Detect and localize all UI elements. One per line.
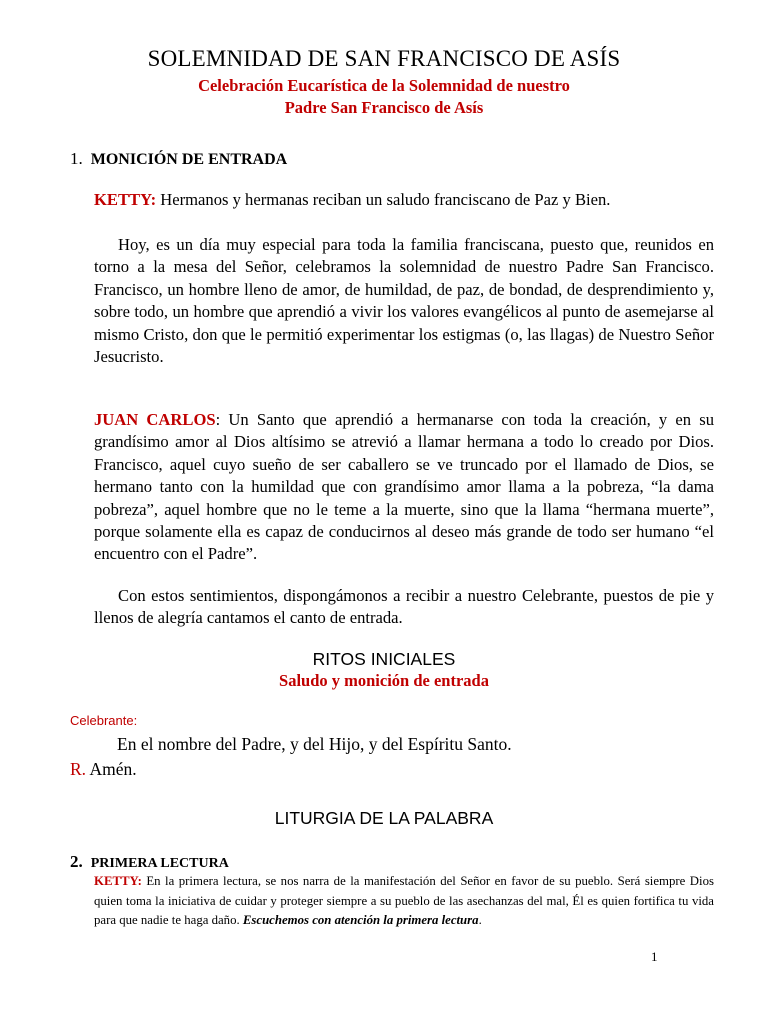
primera-end: . bbox=[478, 913, 482, 927]
ketty-greeting: Hermanos y hermanas reciban un saludo franciscano de Paz y Bien. bbox=[156, 190, 611, 209]
ritos-subheading: Saludo y monición de entrada bbox=[279, 671, 489, 690]
ritos-heading: RITOS INICIALES bbox=[312, 649, 456, 669]
response-label: R. bbox=[70, 759, 87, 779]
section-2-heading bbox=[70, 852, 229, 872]
celebrante-text: En el nombre del Padre, y del Hijo, y del Espíritu Santo. bbox=[117, 734, 512, 754]
liturgia-heading: LITURGIA DE LA PALABRA bbox=[274, 808, 494, 828]
celebrante-label: Celebrante: bbox=[70, 713, 138, 728]
section-1-heading bbox=[70, 149, 287, 169]
juan-carlos-text: : Un Santo que aprendió a hermanarse con toda la creación, y en su grandísimo amor al Dios altísimo se atrevió a llamar hermana a todo lo creado por Dios. Francisco, aquel cuyo sueño de ser caballero se ve truncado por el llamado de Dios, se hermano tanto con la humildad que con grandísimo amor llama a la pobreza, “la dama pobreza”, aquel hombre que no le teme a la muerte, sino que la llama “hermana muerte”, porque solamente ella es capaz de conducirnos al deseo más grande de todo ser humano “el encuentro con el Padre”. bbox=[94, 410, 714, 564]
document-title: SOLEMNIDAD DE SAN FRANCISCO DE ASÍS bbox=[147, 46, 621, 71]
juan-carlos-speaker: JUAN CARLOS bbox=[94, 410, 216, 429]
primera-text: En la primera lectura, se nos narra de la manifestación del Señor en favor de su pueblo. Será siempre Dios quien toma la iniciativa de cuidar y proteger siempre a su pueblo de las asechanzas del mal, Él es quien fortifica tu vida para que nadie te haga daño. bbox=[94, 874, 714, 927]
page-number: 1 bbox=[651, 949, 658, 964]
section-2-title: PRIMERA LECTURA bbox=[90, 856, 229, 871]
subtitle-line-2: Padre San Francisco de Asís bbox=[284, 98, 484, 117]
juan-carlos-paragraph bbox=[94, 409, 714, 566]
juan-carlos-paragraph-2: Con estos sentimientos, dispongámonos a recibir a nuestro Celebrante, puestos de pie y llenos de alegría cantamos el canto de entrada. bbox=[94, 586, 714, 628]
ketty-paragraph bbox=[94, 189, 714, 211]
response-line bbox=[70, 759, 137, 780]
ketty-paragraph-2: Hoy, es un día muy especial para toda la familia franciscana, puesto que, reunidos en torno a la mesa del Señor, celebramos la solemnidad de nuestro Padre San Francisco. Francisco, un hombre lleno de amor, de humildad, de paz, de bondad, de desprendimiento y, sobre todo, un hombre que aprendió a vivir los valores evangélicos al punto de asemejarse al mismo Cristo, don que le permitió experimentar los estigmas (o, las llagas) de Nuestro Señor Jesucristo. bbox=[94, 235, 714, 367]
primera-speaker: KETTY: bbox=[94, 874, 142, 888]
subtitle-line-1: Celebración Eucarística de la Solemnidad de nuestro bbox=[198, 76, 570, 95]
primera-emphasis: Escuchemos con atención la primera lectura bbox=[242, 913, 479, 927]
section-2-number: 2. bbox=[70, 852, 83, 871]
section-1-number: 1. bbox=[70, 149, 83, 168]
response-text: Amén. bbox=[86, 759, 137, 779]
section-1-title: MONICIÓN DE ENTRADA bbox=[90, 151, 288, 168]
primera-lectura-paragraph bbox=[94, 872, 714, 931]
ketty-speaker: KETTY: bbox=[94, 190, 157, 209]
